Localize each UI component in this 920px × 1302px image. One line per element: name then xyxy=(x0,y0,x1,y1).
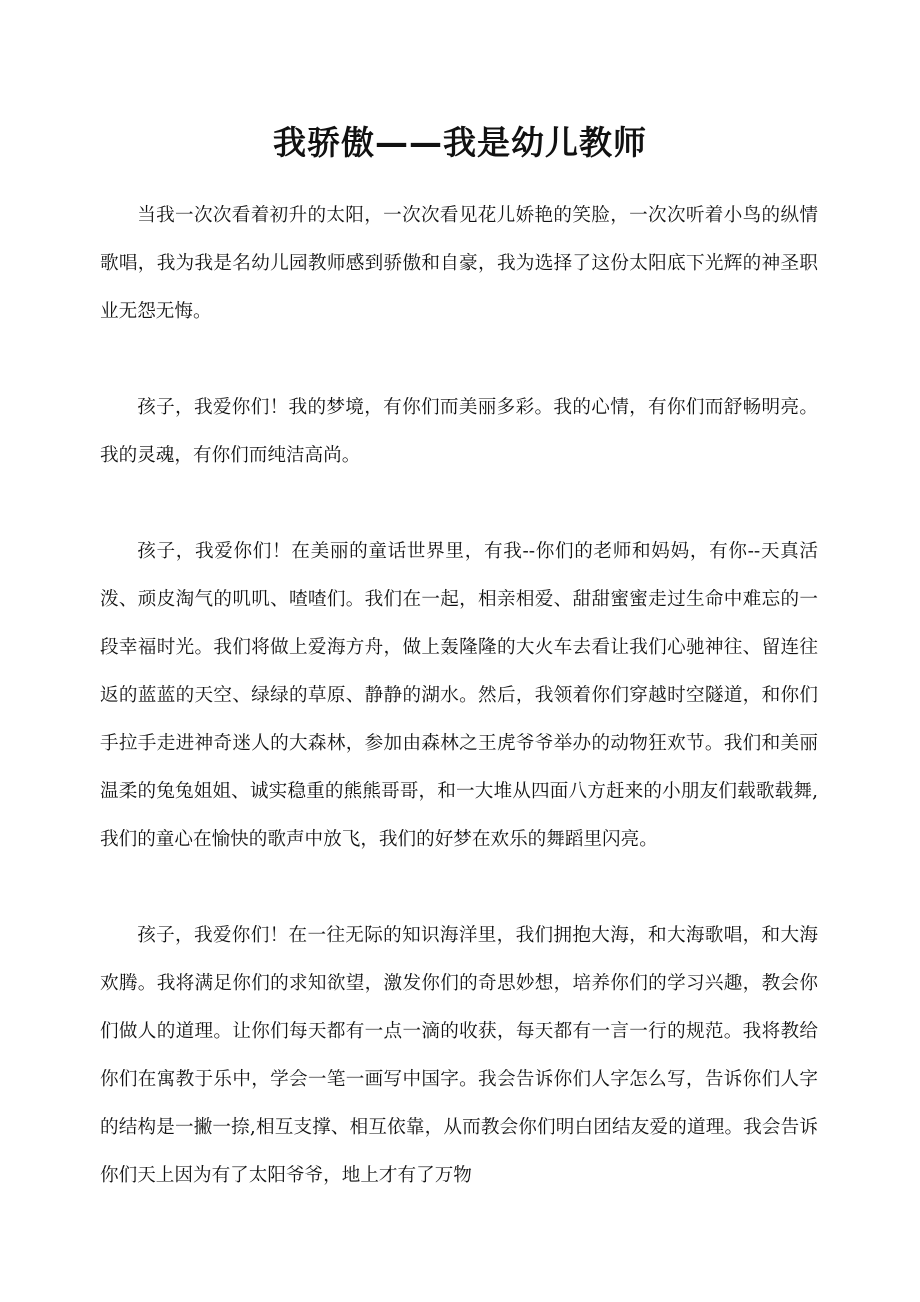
paragraph-intro: 当我一次次看着初升的太阳，一次次看见花儿娇艳的笑脸，一次次听着小鸟的纵情歌唱，我为我是名幼儿园教师感到骄傲和自豪，我为选择了这份太阳底下光辉的神圣职业无怨无悔。 xyxy=(100,205,818,322)
document-body xyxy=(100,192,818,1248)
document-title: 我骄傲——我是幼儿教师 xyxy=(273,123,647,162)
paragraph-dreams: 孩子，我爱你们！我的梦境，有你们而美丽多彩。我的心情，有你们而舒畅明亮。我的灵魂，有你们而纯洁高尚。 xyxy=(100,397,818,466)
paragraph-knowledge: 孩子，我爱你们！在一往无际的知识海洋里，我们拥抱大海，和大海歌唱，和大海欢腾。我将满足你们的求知欲望，激发你们的奇思妙想，培养你们的学习兴趣，教会你们做人的道理。让你们每天都有一点一滴的收获，每天都有一言一行的规范。我将教给你们在寓教于乐中，学会一笔一画写中国字。我会告诉你们人字怎么写，告诉你们人字的结构是一撇一捺,相互支撑、相互依靠，从而教会你们明白团结友爱的道理。我会告诉你们天上因为有了太阳爷爷，地上才有了万物 xyxy=(100,925,818,1186)
paragraph-fairy-tale: 孩子，我爱你们！在美丽的童话世界里，有我--你们的老师和妈妈，有你--天真活泼、顽皮淘气的叽叽、喳喳们。我们在一起，相亲相爱、甜甜蜜蜜走过生命中难忘的一段幸福时光。我们将做上爱海方舟，做上轰隆隆的大火车去看让我们心驰神往、留连往返的蓝蓝的天空、绿绿的草原、静静的湖水。然后，我领着你们穿越时空隧道，和你们手拉手走进神奇迷人的大森林，参加由森林之王虎爷爷举办的动物狂欢节。我们和美丽温柔的兔兔姐姐、诚实稳重的熊熊哥哥，和一大堆从四面八方赶来的小朋友们载歌载舞,我们的童心在愉快的歌声中放飞，我们的好梦在欢乐的舞蹈里闪亮。 xyxy=(100,541,818,850)
